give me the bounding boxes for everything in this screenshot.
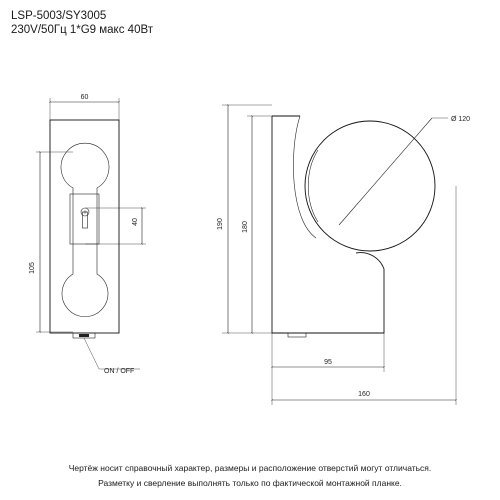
disclaimer-line-1: Чертёж носит справочный характер, размеры и расположение отверстий могут отличаться. (68, 463, 432, 473)
model-title: LSP-5003/SY3005 (11, 10, 107, 22)
side-body-outline (272, 116, 384, 333)
electrical-specs: 230V/50Гц 1*G9 макс 40Вт (11, 24, 154, 36)
dim-depth-total: 160 (358, 391, 370, 398)
switch-leader-line (84, 338, 99, 369)
side-view (217, 105, 470, 405)
dim-diameter: Ø 120 (451, 116, 471, 123)
dim-body-height: 180 (242, 221, 249, 233)
dim-depth-base: 95 (324, 359, 332, 366)
mounting-plate (70, 194, 99, 244)
side-switch (288, 333, 306, 337)
switch-label: ON / OFF (104, 368, 135, 375)
switch-toggle (79, 334, 89, 337)
dim-line-diameter (339, 118, 432, 225)
dim-front-height: 105 (29, 262, 36, 274)
body-curve (293, 116, 316, 238)
dim-total-height: 190 (217, 218, 224, 230)
mounting-bracket-outline (61, 143, 109, 316)
front-view (29, 94, 146, 375)
keyhole-icon (81, 208, 89, 228)
glass-globe (305, 121, 435, 251)
disclaimer-line-2: Разметку и сверление выполнять только по фактической монтажной планке. (98, 478, 402, 488)
dim-front-width: 60 (80, 94, 89, 101)
dim-slot-height: 40 (132, 218, 139, 226)
